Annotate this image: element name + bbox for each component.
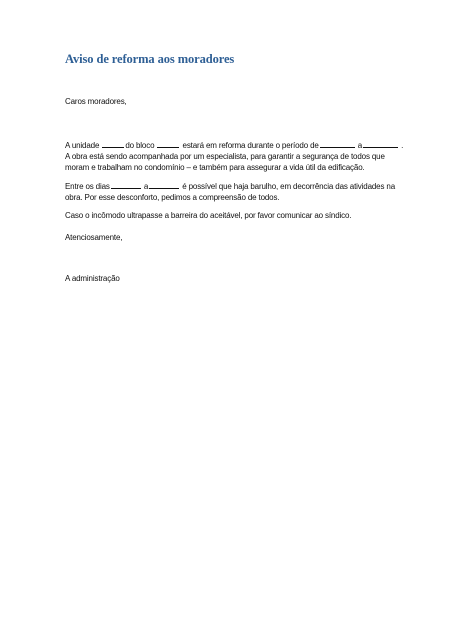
paragraph-line: moram e trabalham no condomínio – e também para assegurar a vida útil da edificação. (65, 162, 365, 172)
paragraph-line: A obra está sendo acompanhada por um especialista, para garantir a segurança de todos que (65, 151, 385, 161)
start-date-blank (320, 140, 355, 148)
text-fragment: Entre os dias (65, 182, 110, 191)
paragraph-line (65, 140, 404, 152)
paragraph-reform-period (65, 140, 404, 173)
salutation: Caros moradores, (65, 97, 127, 106)
text-fragment: a (357, 141, 363, 150)
paragraph-line (65, 181, 395, 193)
paragraph-noise-notice (65, 181, 395, 204)
end-day-blank (149, 181, 179, 189)
document-title: Aviso de reforma aos moradores (65, 52, 235, 66)
text-fragment: do bloco (125, 141, 155, 150)
text-fragment: . (401, 141, 404, 150)
text-fragment: a (143, 182, 149, 191)
closing: Atenciosamente, (65, 233, 123, 242)
end-date-blank (363, 140, 398, 148)
text-fragment: estará em reforma durante o período de (182, 141, 319, 150)
signature: A administração (65, 274, 120, 283)
block-blank (157, 140, 179, 148)
start-day-blank (111, 181, 141, 189)
paragraph-line: obra. Por esse desconforto, pedimos a compreensão de todos. (65, 192, 280, 202)
unit-blank (102, 140, 124, 148)
text-fragment: é possível que haja barulho, em decorrência das atividades na (182, 182, 395, 191)
text-fragment: A unidade (65, 141, 100, 150)
paragraph-contact-syndic: Caso o incômodo ultrapasse a barreira do aceitável, por favor comunicar ao síndico. (65, 211, 352, 220)
